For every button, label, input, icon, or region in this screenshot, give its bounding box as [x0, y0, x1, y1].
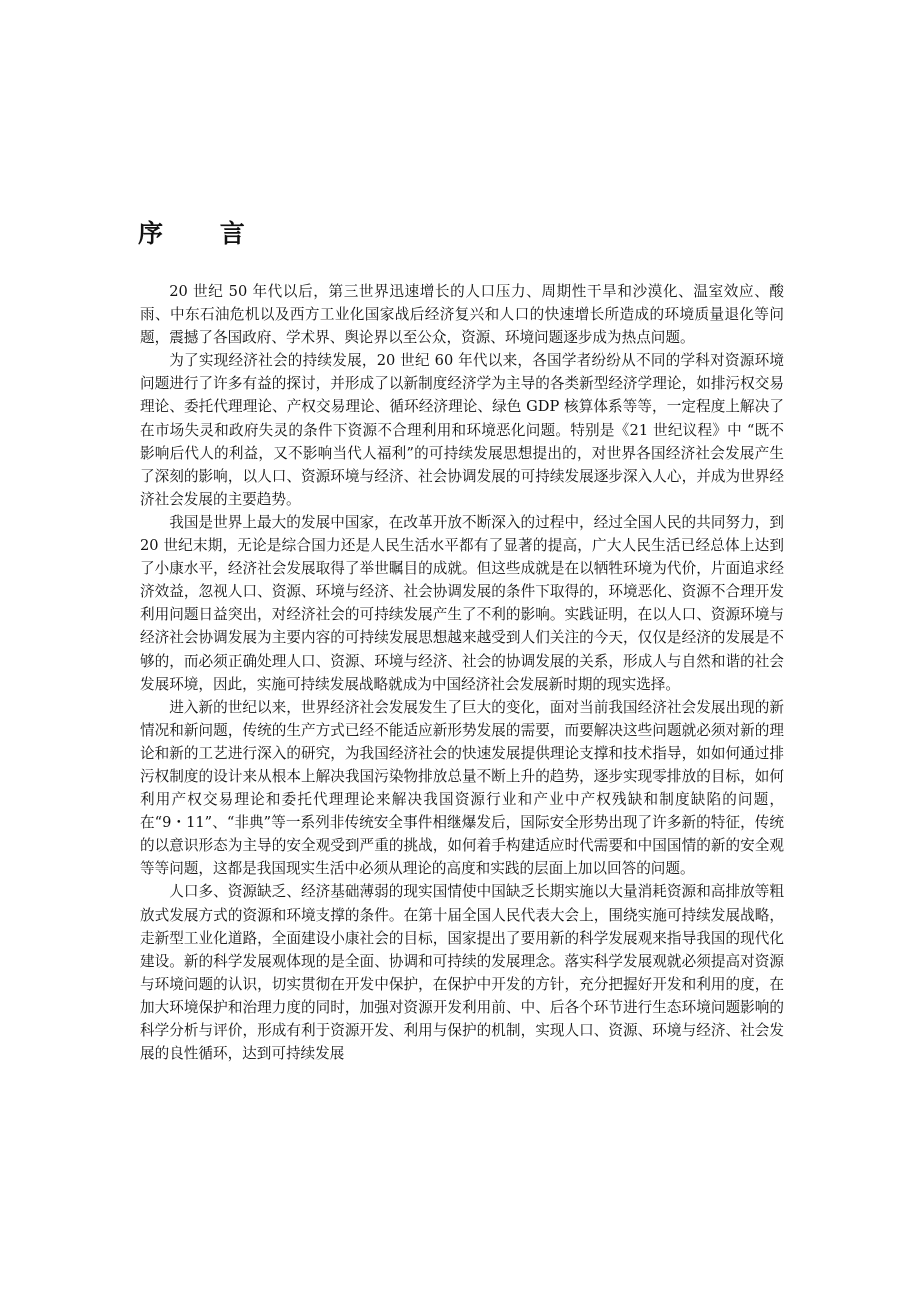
page-title: 序 言 — [138, 219, 269, 248]
body-text — [140, 280, 784, 1065]
paragraph-1: 20 世纪 50 年代以后，第三世界迅速增长的人口压力、周期性干旱和沙漠化、温室效应、酸雨、中东石油危机以及西方工业化国家战后经济复兴和人口的快速增长所造成的环境质量退化等问题，震撼了各国政府、学术界、舆论界以至公众，资源、环境问题逐步成为热点问题。 — [140, 283, 784, 347]
paragraph-3: 我国是世界上最大的发展中国家，在改革开放不断深入的过程中，经过全国人民的共同努力，到 20 世纪末期，无论是综合国力还是人民生活水平都有了显著的提高，广大人民生活已经总体上达到了小康水平，经济社会发展取得了举世瞩目的成就。但这些成就是在以牺牲环境为代价，片面追求经济效益，忽视人口、资源、环境与经济、社会协调发展的条件下取得的，环境恶化、资源不合理开发利用问题日益突出，对经济社会的可持续发展产生了不利的影响。实践证明，在以人口、资源环境与经济社会协调发展为主要内容的可持续发展思想越来越受到人们关注的今天，仅仅是经济的发展是不够的，而必须正确处理人口、资源、环境与经济、社会的协调发展的关系，形成人与自然和谐的社会发展环境，因此，实施可持续发展战略就成为中国经济社会发展新时期的现实选择。 — [140, 513, 784, 693]
paragraph-2: 为了实现经济社会的持续发展，20 世纪 60 年代以来，各国学者纷纷从不同的学科对资源环境问题进行了许多有益的探讨，并形成了以新制度经济学为主导的各类新型经济学理论，如排污权交易理论、委托代理理论、产权交易理论、循环经济理论、绿色 GDP 核算体系等等，一定程度上解决了在市场失灵和政府失灵的条件下资源不合理利用和环境恶化问题。特别是《21 世纪议程》中 “既不影响后代人的利益，又不影响当代人福利”的可持续发展思想提出的，对世界各国经济社会发展产生了深刻的影响，以人口、资源环境与经济、社会协调发展的可持续发展逐步深入人心，并成为世界经济社会发展的主要趋势。 — [140, 352, 784, 508]
paragraph-5: 人口多、资源缺乏、经济基础薄弱的现实国情使中国缺乏长期实施以大量消耗资源和高排放等粗放式发展方式的资源和环境支撑的条件。在第十届全国人民代表大会上，围绕实施可持续发展战略，走新型工业化道路，全面建设小康社会的目标，国家提出了要用新的科学发展观来指导我国的现代化建设。新的科学发展观体现的是全面、协调和可持续的发展理念。落实科学发展观就必须提高对资源与环境问题的认识，切实贯彻在开发中保护，在保护中开发的方针，充分把握好开发和利用的度，在加大环境保护和治理力度的同时，加强对资源开发利用前、中、后各个环节进行生态环境问题影响的科学分析与评价，形成有利于资源开发、利用与保护的机制，实现人口、资源、环境与经济、社会发展的良性循环，达到可持续发展 — [140, 883, 784, 1063]
paragraph-4: 进入新的世纪以来，世界经济社会发展发生了巨大的变化，面对当前我国经济社会发展出现的新情况和新问题，传统的生产方式已经不能适应新形势发展的需要，而要解决这些问题就必须对新的理论和新的工艺进行深入的研究，为我国经济社会的快速发展提供理论支撑和技术指导，如如何通过排污权制度的设计来从根本上解决我国污染物排放总量不断上升的趋势，逐步实现零排放的目标，如何利用产权交易理论和委托代理理论来解决我国资源行业和产业中产权残缺和制度缺陷的问题，在“9・11”、“非典”等一系列非传统安全事件相继爆发后，国际安全形势出现了许多新的特征，传统的以意识形态为主导的安全观受到严重的挑战，如何着手构建适应时代需要和中国国情的新的安全观等等问题，这都是我国现实生活中必须从理论的高度和实践的层面上加以回答的问题。 — [140, 698, 784, 878]
